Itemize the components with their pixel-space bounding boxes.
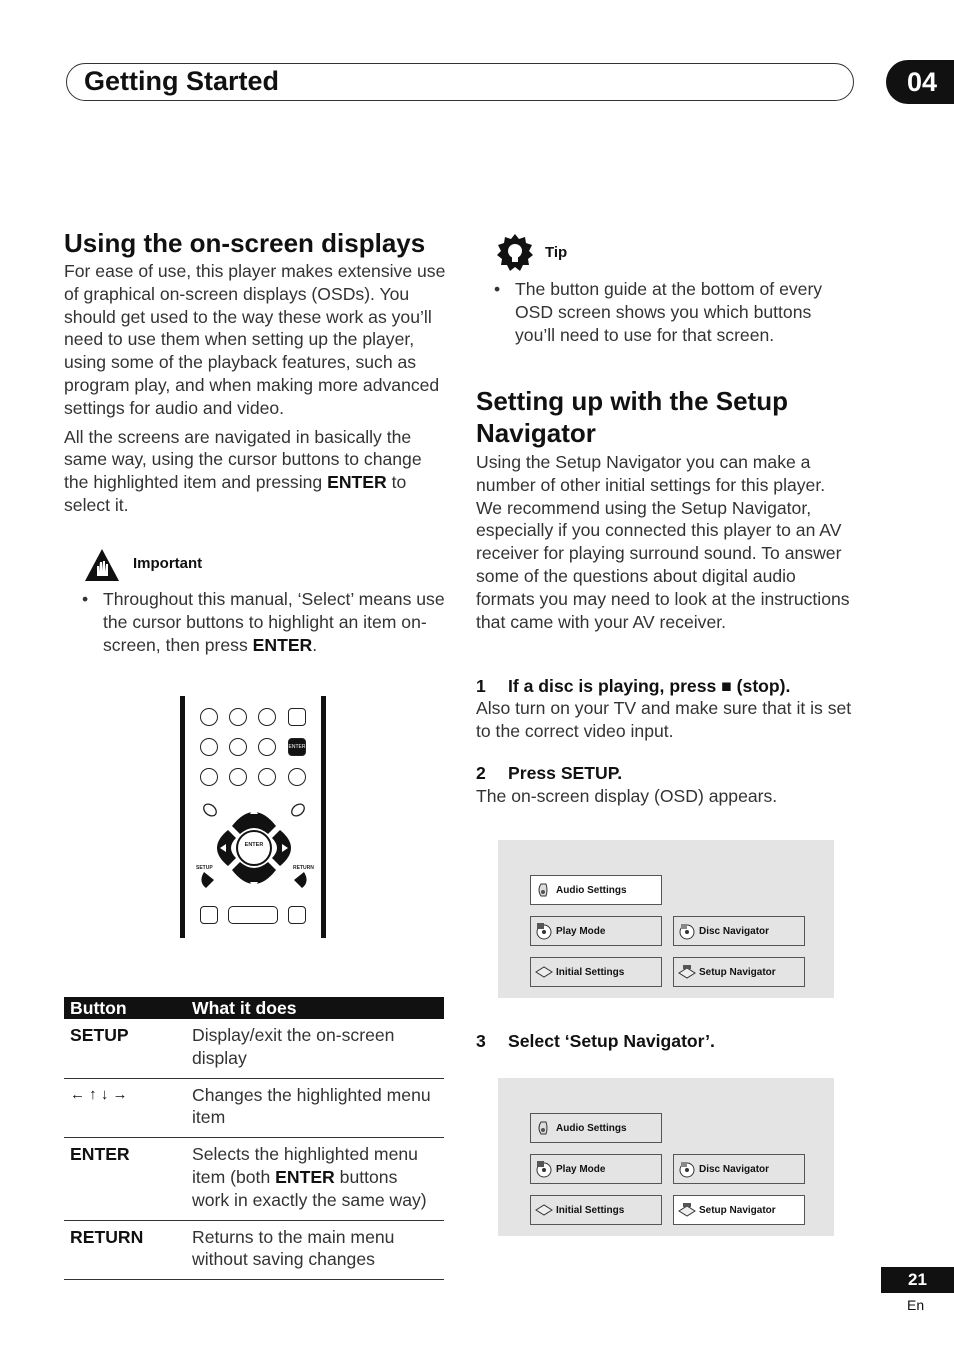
tip-bullet: • The button guide at the bottom of every OSD screen shows you which buttons you’ll need to use for that screen. — [492, 278, 852, 346]
disc-play-icon — [535, 1160, 553, 1178]
disc-play-icon — [535, 922, 553, 940]
remote-enter-label: ENTER — [244, 842, 264, 848]
remote-button — [229, 768, 247, 786]
button-function-table-wrap — [64, 997, 444, 1280]
table-desc: Selects the highlighted menu item (both ENTER buttons work in exactly the same way) — [186, 1138, 444, 1220]
remote-button — [288, 768, 306, 786]
table-key: ENTER — [64, 1138, 186, 1220]
setup-navigator-intro: Using the Setup Navigator you can make a number of other initial settings for this player. We recommend using the Setup Navigator, especially if you connected this player to an AV receiver for playing surround sound. To answer some of the questions about digital audio formats you may need to look at the instructions that came with your AV receiver. — [476, 452, 850, 632]
important-bullet: • Throughout this manual, ‘Select’ means use the cursor buttons to highlight an item on-screen, then press ENTER. — [80, 588, 450, 656]
tip-note — [492, 278, 852, 346]
remote-button — [258, 708, 276, 726]
section-heading-osd: Using the on-screen displays — [64, 228, 426, 258]
tool-icon — [535, 1201, 553, 1219]
osd-intro — [64, 260, 448, 523]
step-2-heading: 2 Press SETUP. — [476, 763, 623, 783]
disc-icon — [678, 922, 696, 940]
remote-button — [288, 708, 306, 726]
table-row — [64, 1019, 444, 1078]
step-1-heading: 1 If a disc is playing, press ■ (stop). — [476, 676, 791, 696]
remote-button — [258, 738, 276, 756]
tool-icon — [535, 963, 553, 981]
step-3-heading: 3 Select ‘Setup Navigator’. — [476, 1031, 715, 1051]
remote-button — [229, 738, 247, 756]
remote-button — [200, 708, 218, 726]
remote-cursor-pad — [198, 800, 310, 896]
navigator-icon — [678, 963, 696, 981]
step-2-text: The on-screen display (OSD) appears. — [476, 786, 778, 806]
remote-setup-label: SETUP — [196, 865, 213, 871]
button-function-table — [64, 997, 444, 1280]
osd-audio-settings[interactable]: Audio Settings — [530, 1113, 662, 1143]
table-row — [64, 1220, 444, 1280]
osd-play-mode[interactable]: Play Mode — [530, 1154, 662, 1184]
table-key: RETURN — [64, 1220, 186, 1280]
language-label: En — [907, 1297, 925, 1313]
remote-button — [258, 768, 276, 786]
table-desc: Display/exit the on-screen display — [186, 1019, 444, 1078]
speaker-icon — [535, 881, 553, 899]
table-row — [64, 1078, 444, 1138]
navigator-icon — [678, 1201, 696, 1219]
remote-edge-right — [321, 696, 326, 938]
tip-label: Tip — [545, 244, 568, 261]
remote-illustration — [180, 696, 328, 938]
table-header-row — [64, 997, 444, 1019]
osd-setup-navigator[interactable]: Setup Navigator — [673, 957, 805, 987]
step-1-text: Also turn on your TV and make sure that it is set to the correct video input. — [476, 698, 852, 741]
remote-button — [228, 906, 278, 924]
page-number: 21 — [881, 1267, 954, 1293]
osd-intro-para2: All the screens are navigated in basically the same way, using the cursor buttons to change the highlighted item and pressing ENTER to select it. — [64, 426, 422, 515]
osd-intro-para1: For ease of use, this player makes extensive use of graphical on-screen displays (OSDs). You should get used to the way these work as you’ll need to use them when setting up the player, using some of the playback features, such as program play, and when making more advanced settings for audio and video. — [64, 261, 446, 418]
osd-audio-settings[interactable]: Audio Settings — [530, 875, 662, 905]
osd-initial-settings[interactable]: Initial Settings — [530, 957, 662, 987]
remote-return-label: RETURN — [293, 865, 314, 871]
speaker-icon — [535, 1119, 553, 1137]
chapter-badge: 04 — [886, 60, 954, 104]
osd-disc-navigator[interactable]: Disc Navigator — [673, 1154, 805, 1184]
osd-screen-1 — [498, 840, 834, 998]
remote-button — [200, 768, 218, 786]
osd-screen-2 — [498, 1078, 834, 1236]
important-label: Important — [133, 555, 203, 572]
section-heading-setup-navigator: Setting up with the Setup Navigator — [476, 386, 788, 448]
osd-initial-settings[interactable]: Initial Settings — [530, 1195, 662, 1225]
osd-play-mode[interactable]: Play Mode — [530, 916, 662, 946]
table-key: SETUP — [64, 1019, 186, 1078]
table-row — [64, 1138, 444, 1220]
disc-icon — [678, 1160, 696, 1178]
page-section-title: Getting Started — [84, 66, 280, 96]
remote-button — [200, 738, 218, 756]
lightbulb-icon — [496, 234, 534, 272]
table-desc: Changes the highlighted menu item — [186, 1078, 444, 1138]
table-key-arrows: ← ↑ ↓ → — [64, 1078, 186, 1138]
table-header-what: What it does — [186, 997, 444, 1019]
remote-button — [200, 906, 218, 924]
warning-icon — [84, 548, 120, 582]
remote-edge-left — [180, 696, 185, 938]
remote-enter-small-button: ENTER — [288, 738, 306, 756]
table-header-button: Button — [64, 997, 186, 1019]
remote-button — [229, 708, 247, 726]
table-desc: Returns to the main menu without saving changes — [186, 1220, 444, 1280]
important-note — [80, 588, 450, 656]
osd-setup-navigator[interactable]: Setup Navigator — [673, 1195, 805, 1225]
remote-button — [288, 906, 306, 924]
osd-disc-navigator[interactable]: Disc Navigator — [673, 916, 805, 946]
